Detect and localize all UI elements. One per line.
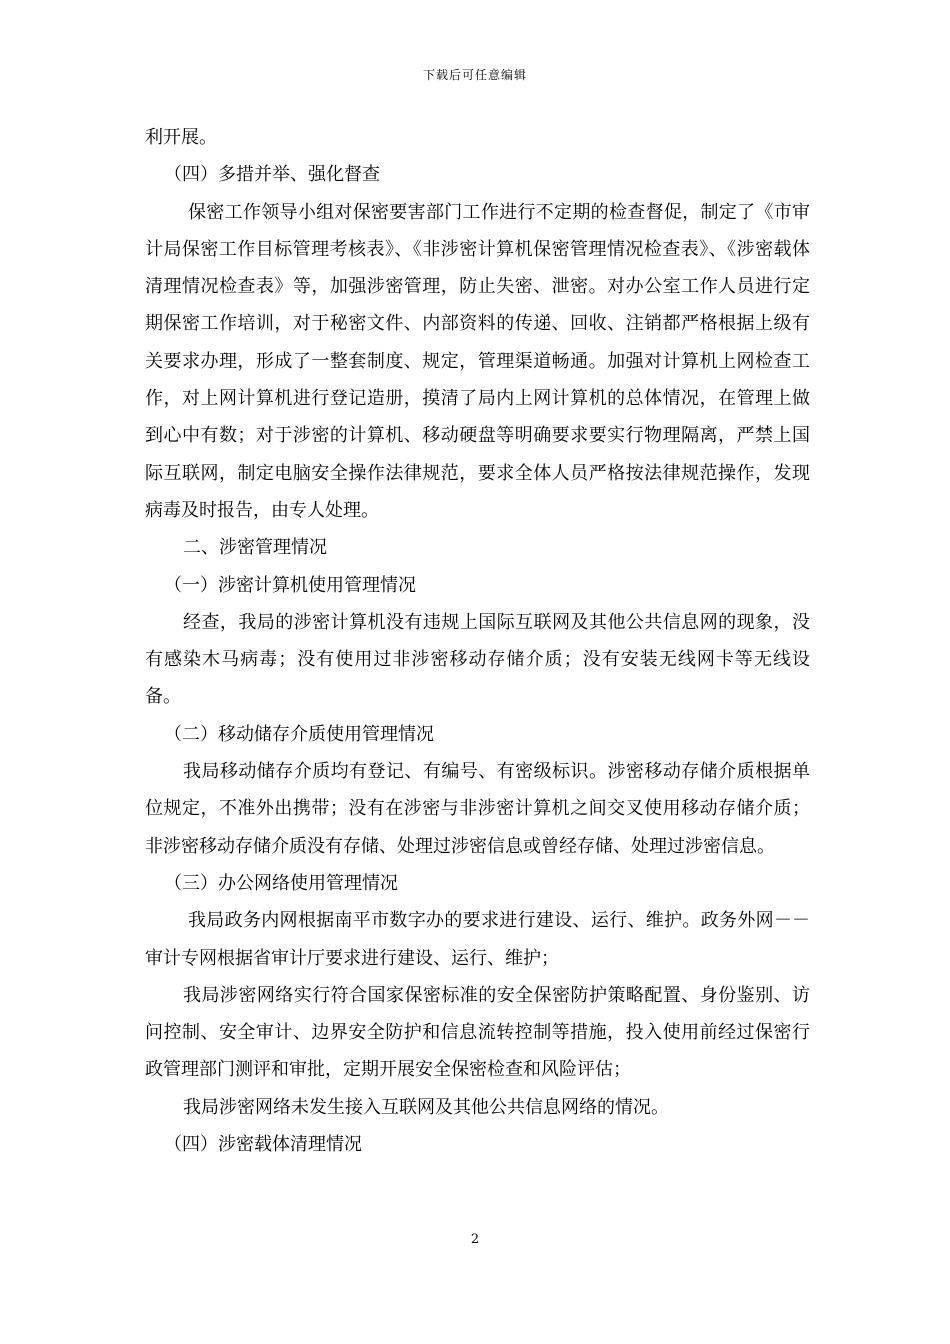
paragraph: 我局涉密网络未发生接入互联网及其他公共信息网络的情况。 [183,1096,669,1118]
paragraph-continuation: 利开展。 [145,127,217,148]
paragraph: 保密工作领导小组对保密要害部门工作进行不定期的检查督促，制定了《市审计局保密工作目标管理考核表》、《非涉密计算机保密管理情况检查表》、《涉密载体清理情况检查表》等，加强涉密管理，防止失密、泄密。对办公室工作人员进行定期保密工作培训，对于秘密文件、内部资料的传递、回收、注销都严格根据上级有关要求办理，形成了一整套制度、规定，管理渠道畅通。加强对计算机上网检查工作，对上网计算机进行登记造册，摸清了局内上网计算机的总体情况，在管理上做到心中有数；对于涉密的计算机、移动硬盘等明确要求要实行物理隔离，严禁上国际互联网，制定电脑安全操作法律规范，要求全体人员严格按法律规范操作，发现病毒及时报告，由专人处理。 [145,201,810,521]
section-heading: （一）涉密计算机使用管理情况 [164,574,416,596]
paragraph: 经查，我局的涉密计算机没有违规上国际互联网及其他公共信息网的现象，没有感染木马病毒；没有使用过非涉密移动存储介质；没有安装无线网卡等无线设备。 [145,611,810,708]
section-heading: （四）涉密载体清理情况 [164,1134,362,1156]
page-header: 下载后可任意编辑 [422,68,527,82]
section-heading: 二、涉密管理情况 [183,537,327,559]
page-number: 2 [470,1232,480,1247]
section-heading: （三）办公网络使用管理情况 [164,872,398,894]
paragraph: 我局移动储存介质均有登记、有编号、有密级标识。涉密移动存储介质根据单位规定，不准外出携带；没有在涉密与非涉密计算机之间交叉使用移动存储介质；非涉密移动存储介质没有存储、处理过涉密信息或曾经存储、处理过涉密信息。 [145,761,810,857]
paragraph: 我局政务内网根据南平市数字办的要求进行建设、运行、维护。政务外网－－审计专网根据省审计厅要求进行建设、运行、维护； [145,910,810,969]
document-body [145,119,810,1163]
section-heading: （二）移动储存介质使用管理情况 [164,723,434,745]
section-heading: （四）多措并举、强化督查 [164,164,380,186]
paragraph: 我局涉密网络实行符合国家保密标准的安全保密防护策略配置、身份鉴别、访问控制、安全审计、边界安全防护和信息流转控制等措施，投入使用前经过保密行政管理部门测评和审批，定期开展安全保密检查和风险评估； [145,984,810,1081]
